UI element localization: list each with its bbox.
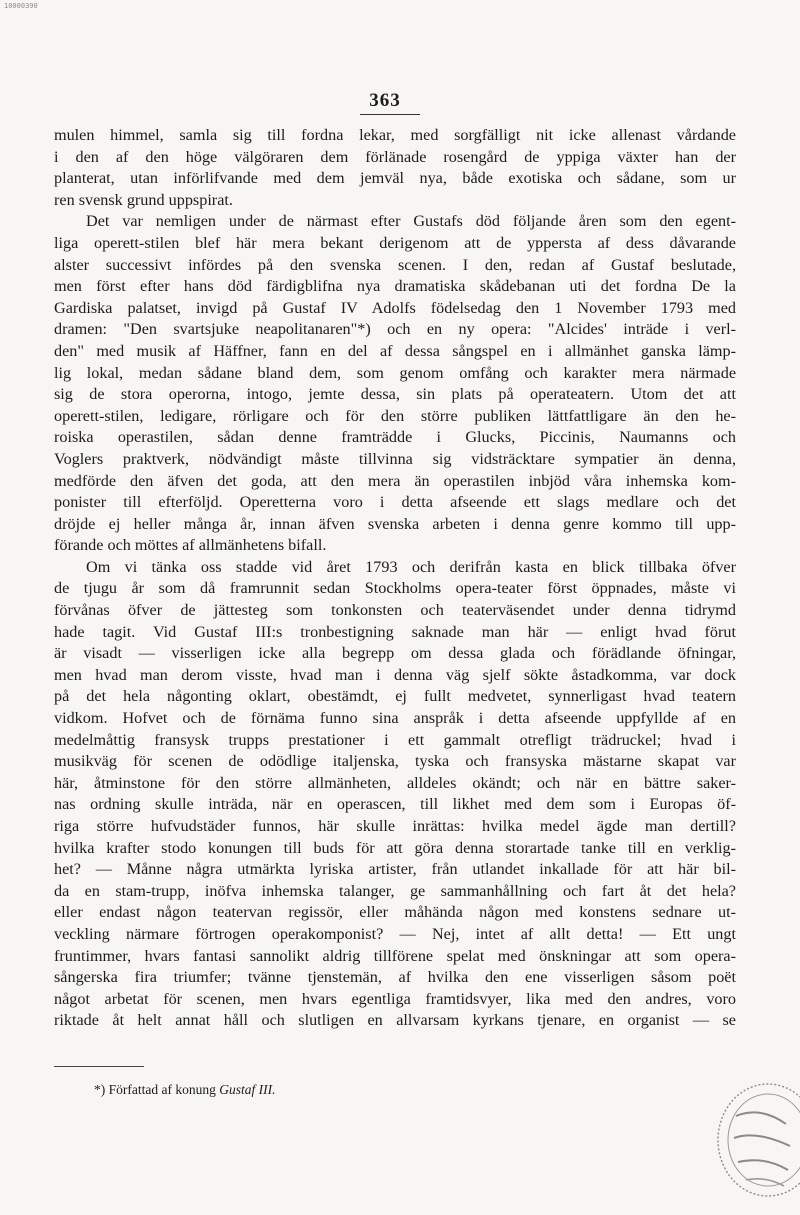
text-line: riktade åt helt annat håll och slutligen en allvarsam kyrkans tjenare, en organist — se <box>54 1011 736 1030</box>
text-line: alster successivt infördes på den svenska scenen. I den, redan af Gustaf beslutade, <box>54 255 736 274</box>
text-line: Om vi tänka oss stadde vid året 1793 och derifrån kasta en blick tillbaka öfver <box>86 557 736 576</box>
text-line: sig de stora operorna, intogo, jemte dessa, sin plats på operateatern. Utom det att <box>54 385 736 404</box>
text-line: på det hela någonting oklart, obestämdt, ej fullt medvetet, synnerligast hvad teatern <box>54 687 736 706</box>
text-line: roiska operastilen, sådan denne framträdde i Glucks, Piccinis, Naumanns och <box>54 428 736 447</box>
text-line: Voglers praktverk, nödvändigt måste tillvinna sig vidsträcktare sympatier än denna, <box>54 449 736 468</box>
library-stamp-icon <box>706 1076 800 1202</box>
footnote <box>94 1082 275 1098</box>
text-line: i den af den höge välgöraren dem förlänade rosengård de yppiga växter han der <box>54 147 736 166</box>
text-line: Gardiska palatset, invigd på Gustaf IV Adolfs födelsedag den 1 November 1793 med <box>54 298 736 317</box>
text-line: hade tagit. Vid Gustaf III:s tronbestigning saknade man här — enligt hvad förut <box>54 622 736 641</box>
text-line: men hvad man derom visste, hvad man i denna väg sjelf sökte åstadkomma, var dock <box>54 665 736 684</box>
text-line: den" med musik af Häffner, fann en del af dessa sångspel en i allmänhet ganska lämp- <box>54 341 736 360</box>
archive-id: 10000390 <box>4 2 38 10</box>
text-line: ponister till efterföljd. Operetterna voro i detta afseende ett slags medlare och det <box>54 493 736 512</box>
text-line: är visadt — visserligen icke alla begrepp om dessa glada och förädlande öfningar, <box>54 644 736 663</box>
text-line: dramen: "Den svartsjuke neapolitanaren"*) och en ny opera: "Alcides' inträde i verl- <box>54 320 736 339</box>
text-line: da en stam-trupp, inöfva inhemska talanger, ge sammanhållning och fart åt det hela? <box>54 881 736 900</box>
text-line: medelmåttig fransysk trupps prestationer i ett gammalt otrefligt trädruckel; hvad i <box>54 730 736 749</box>
text-line: mulen himmel, samla sig till fordna lekar, med sorgfälligt nit icke allenast vårdande <box>54 126 736 144</box>
text-line: riga större hufvudstäder funnos, här skulle inrättas: hvilka medel ägde man dertill? <box>54 817 736 835</box>
footnote-text: Författad af konung <box>108 1082 216 1097</box>
text-line: eller endast någon teatervan regissör, eller måhända någon med konstens sednare ut- <box>54 903 736 922</box>
text-line: operett-stilen, ledigare, rörligare och för den större publiken lättfattligare än den he- <box>54 406 736 425</box>
text-line: här, åtminstone för den större allmänheten, alldeles okändt; och när en bättre saker- <box>54 773 736 792</box>
text-line: sångerska fira triumfer; tvänne tjenstemän, af hvilka den ene visserligen såsom poët <box>54 968 736 987</box>
text-line: veckling närmare förtrogen operakomponist? — Nej, intet af allt detta! — Ett ungt <box>54 924 736 943</box>
text-line: nas ordning skulle inträda, när en operascen, till likhet med dem som i Europas öf- <box>54 795 736 814</box>
text-line: lig lokal, medan sådane bland dem, som genom omfång och karakter mera närmade <box>54 363 736 382</box>
text-line: de tjugu år som då framrunnit sedan Stockholms opera-teater först öppnades, måste vi <box>54 579 736 598</box>
text-line: medförde den äfven det goda, att den mera än operastilen inbjöd våra inhemska kom- <box>54 471 736 490</box>
text-line: ren svensk grund uppspirat. <box>54 190 233 209</box>
text-line: vidkom. Hofvet och de förnäma funno sina anspråk i detta afseende uppfyllde af en <box>54 709 736 728</box>
text-line: förvånas öfver de jättesteg som tonkonsten och teaterväsendet under denna tidrymd <box>54 601 736 620</box>
text-line: musikväg för scenen de odödlige italjenska, tyska och fransyska mästarne skapat var <box>54 752 736 771</box>
text-line: Det var nemligen under de närmast efter Gustafs död följande åren som den egent- <box>86 212 736 231</box>
footnote-divider <box>54 1066 144 1067</box>
text-line: liga operett-stilen blef här mera bekant derigenom att de yppersta af dess dåvarande <box>54 233 736 252</box>
footnote-author: Gustaf III. <box>219 1082 276 1097</box>
text-line: dröjde ej heller många år, innan äfven svenska arbeten i denna genre kommo till upp- <box>54 514 736 533</box>
page-number: 363 <box>369 90 401 111</box>
text-line: hvilka krafter stodo konungen till buds för att göra denna storartade tanke till en verklig- <box>54 838 736 857</box>
page-number-rule <box>360 114 420 115</box>
text-line: något arbetat för scenen, men hvars egentliga framtidsvyer, lika med den andres, voro <box>54 989 736 1008</box>
text-line: förande och möttes af allmänhetens bifall. <box>54 536 327 555</box>
text-line: planterat, utan införlifvande med dem jemväl nya, både exotiska och sådane, som ur <box>54 169 736 188</box>
body-text <box>54 125 736 1032</box>
text-line: het? — Månne några utmärkta lyriska artister, från utlandet inkallade för att här bil- <box>54 860 736 879</box>
text-line: men först efter hans död färdigblifna nya dramatiska skådebanan uti det fordna De la <box>54 277 736 296</box>
footnote-marker: *) <box>94 1082 106 1097</box>
text-line: fruntimmer, hvars fantasi sannolikt aldrig tillförene spelat med önskningar att som opera- <box>54 946 736 965</box>
